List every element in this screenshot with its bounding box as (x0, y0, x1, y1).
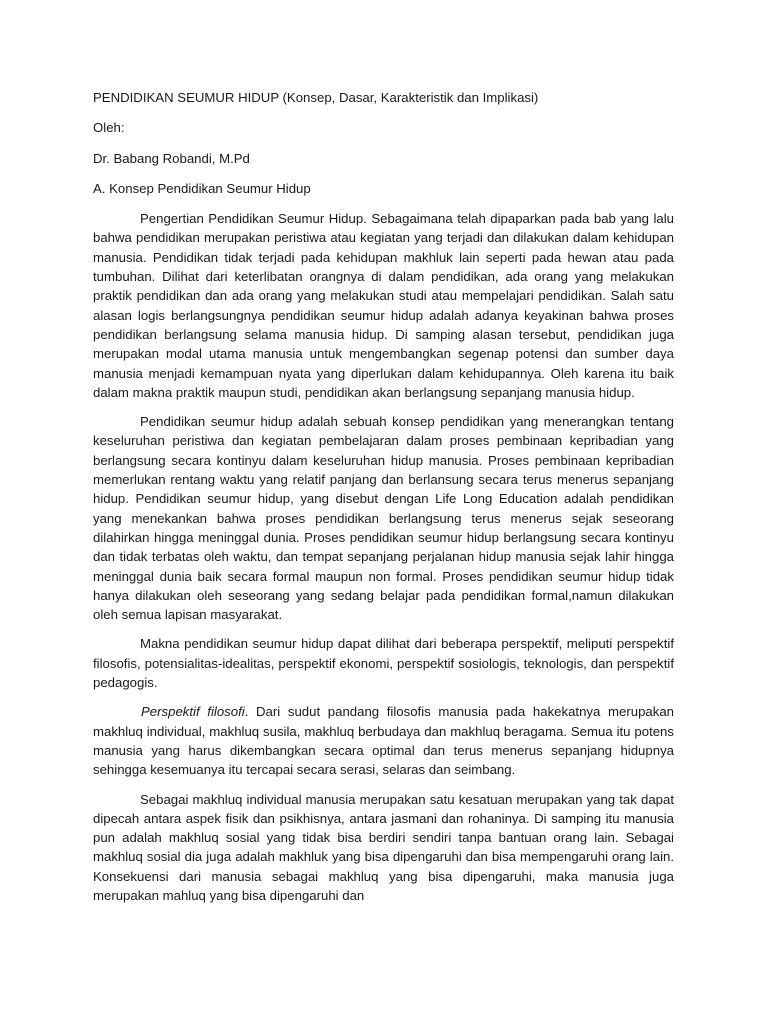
paragraph-1: Pengertian Pendidikan Seumur Hidup. Sebagaimana telah dipaparkan pada bab yang lalu bahwa pendidikan merupakan peristiwa atau kegiatan yang terjadi dan dilakukan dalam kehidupan manusia. Pendidikan tidak terjadi pada kehidupan makhluk lain seperti pada hewan atau pada tumbuhan. Dilihat dari keterlibatan orangnya di dalam pendidikan, ada orang yang melakukan praktik pendidikan dan ada orang yang melakukan studi atau mempelajari pendidikan. Salah satu alasan logis berlangsungnya pendidikan seumur hidup adalah adanya keyakinan bahwa proses pendidikan berlangsung selama manusia hidup. Di samping alasan tersebut, pendidikan juga merupakan modal utama manusia untuk mengembangkan segenap potensi dan sumber daya manusia menjadi kemampuan nyata yang diperlukan dalam kehidupannya. Oleh karena itu baik dalam makna praktik maupun studi, pendidikan akan berlangsung sepanjang manusia hidup. (93, 211, 674, 400)
by-label: Oleh: (93, 120, 125, 136)
section-heading: A. Konsep Pendidikan Seumur Hidup (93, 180, 311, 196)
paragraph-5: Sebagai makhluq individual manusia merupakan satu kesatuan merupakan yang tak dapat dipecah antara aspek fisik dan psikhisnya, antara jasmani dan rohaninya. Di samping itu manusia pun adalah makhluq sosial yang tidak bisa berdiri sendiri tanpa bantuan orang lain. Sebagai makhluq sosial dia juga adalah makhluk yang bisa dipengaruhi dan bisa mempengaruhi orang lain. Konsekuensi dari manusia sebagai makhluq yang bisa dipengaruhi, maka manusia juga merupakan mahluq yang bisa dipengaruhi dan (93, 791, 674, 903)
author-name: Dr. Babang Robandi, M.Pd (93, 150, 250, 166)
paragraph-4-text: . Dari sudut pandang filosofis manusia pada hakekatnya merupakan makhluq individual, makhluq susila, makhluq berbudaya dan makhluq beragama. Semua itu potens manusia yang harus dikembangkan secara optimal dan terus menerus sepanjang hidupnya sehingga kesemuanya itu tercapai secara serasi, selaras dan seimbang. (93, 704, 674, 778)
paragraph-2: Pendidikan seumur hidup adalah sebuah konsep pendidikan yang menerangkan tentang keseluruhan peristiwa dan kegiatan pembelajaran dalam proses pembinaan kepribadian yang berlangsung secara kontinyu dalam keseluruhan hidup manusia. Proses pembinaan kepribadian memerlukan rentang waktu yang relatif panjang dan berlansung secara terus menerus sepanjang hidup. Pendidikan seumur hidup, yang disebut dengan Life Long Education adalah pendidikan yang menekankan bahwa proses pendidikan berlangsung terus menerus sejak seseorang dilahirkan hingga meninggal dunia. Proses pendidikan seumur hidup berlangsung secara kontinyu dan tidak terbatas oleh waktu, dan tempat sepanjang perjalanan hidup manusia sejak lahir hingga meninggal dunia baik secara formal maupun non formal. Proses pendidikan seumur hidup tidak hanya dilakukan oleh seseorang yang sedang belajar pada pendidikan formal,namun dilakukan oleh semua lapisan masyarakat. (93, 414, 674, 623)
paragraph-4 (93, 702, 674, 779)
document-title: PENDIDIKAN SEUMUR HIDUP (Konsep, Dasar, Karakteristik dan Implikasi) (93, 90, 539, 105)
paragraph-4-italic-lead: Perspektif filosofi (141, 704, 245, 720)
paragraph-3: Makna pendidikan seumur hidup dapat dilihat dari beberapa perspektif, meliputi perspektif filosofis, potensialitas-idealitas, perspektif ekonomi, perspektif sosiologis, teknologis, dan perspektif pedagogis. (93, 636, 674, 691)
document-page (93, 88, 674, 915)
